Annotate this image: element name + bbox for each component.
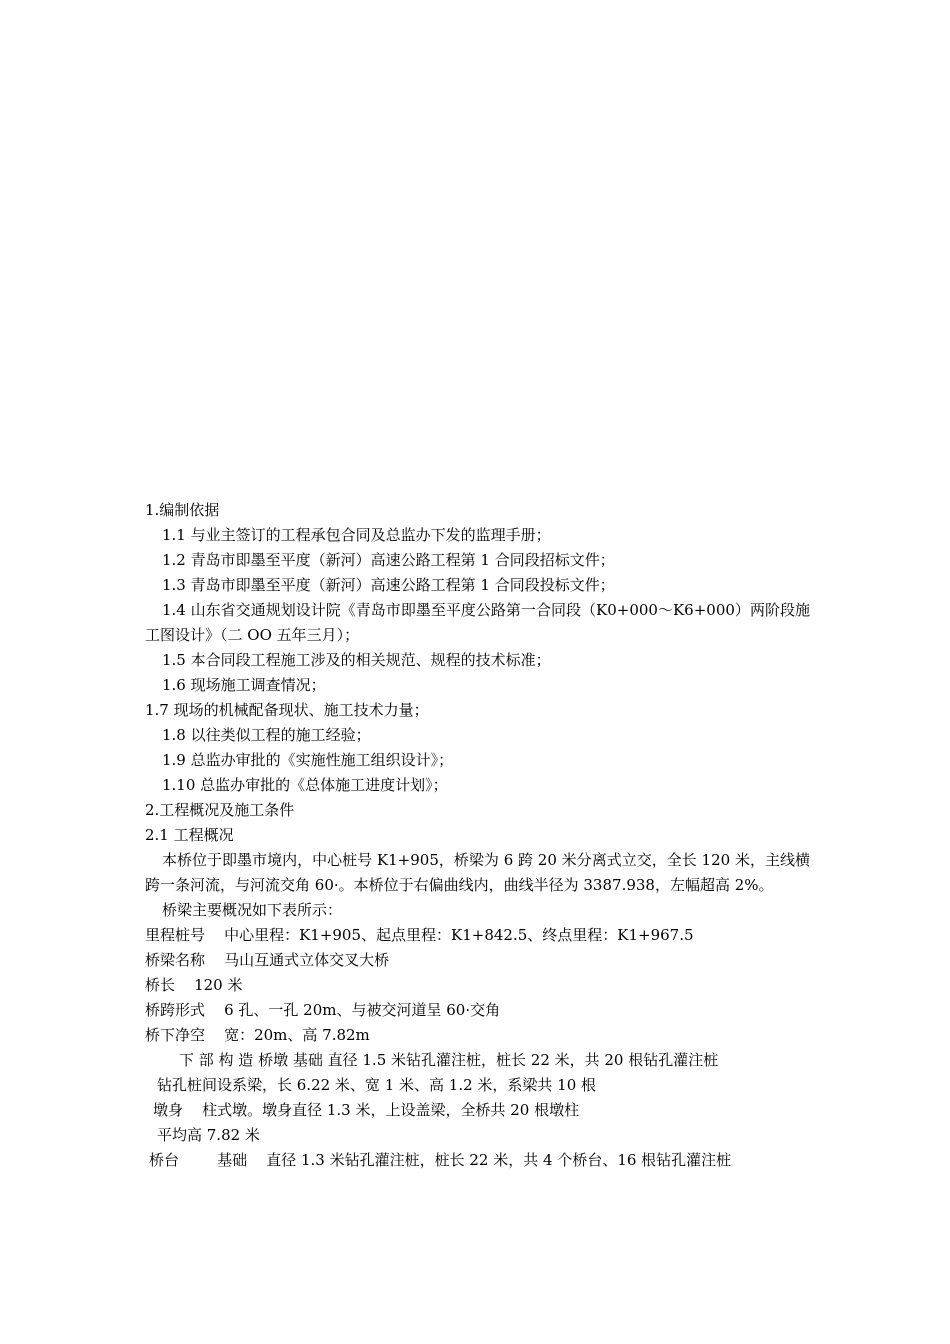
subsection-heading: 2.1 工程概况	[145, 826, 234, 844]
section-heading: 2.工程概况及施工条件	[145, 801, 295, 819]
section-heading: 1.编制依据	[145, 501, 220, 519]
basis-item: 1.9 总监办审批的《实施性施工组织设计》；	[162, 751, 454, 769]
basis-item: 1.10 总监办审批的《总体施工进度计划》；	[162, 776, 448, 794]
table-row-text: 下 部 构 造 桥墩 基础 直径 1.5 米钻孔灌注桩，桩长 22 米，共 20 根钻孔灌注桩	[179, 1051, 719, 1069]
table-row: 钻孔桩间设系梁，长 6.22 米、宽 1 米、高 1.2 米，系梁共 10 根	[157, 1076, 597, 1094]
basis-item: 1.6 现场施工调查情况；	[162, 676, 326, 694]
table-intro: 桥梁主要概况如下表所示：	[162, 901, 343, 919]
table-row	[145, 1048, 810, 1073]
basis-item: 1.2 青岛市即墨至平度（新河）高速公路工程第 1 合同段招标文件；	[162, 551, 615, 569]
basis-item	[145, 598, 810, 648]
basis-item: 1.1 与业主签订的工程承包合同及总监办下发的监理手册；	[162, 526, 551, 544]
basis-item: 1.5 本合同段工程施工涉及的相关规范、规程的技术标准；	[162, 651, 551, 669]
table-row: 里程桩号 中心里程：K1+905、起点里程：K1+842.5、终点里程：K1+967.5	[145, 926, 694, 944]
basis-item: 1.7 现场的机械配备现状、施工技术力量；	[145, 701, 429, 719]
table-row: 平均高 7.82 米	[157, 1126, 260, 1144]
basis-item: 1.3 青岛市即墨至平度（新河）高速公路工程第 1 合同段投标文件；	[162, 576, 615, 594]
table-row: 桥跨形式 6 孔、一孔 20m、与被交河道呈 60·交角	[145, 1001, 501, 1019]
basis-item-text: 1.4 山东省交通规划设计院《青岛市即墨至平度公路第一合同段（K0+000～K6+000）两阶段施工图设计》（二 OO 五年三月）；	[145, 601, 810, 644]
table-row: 桥台 基础 直径 1.3 米钻孔灌注桩，桩长 22 米，共 4 个桥台、16 根钻孔灌注桩	[149, 1151, 732, 1169]
document-body	[145, 498, 810, 1173]
overview-text: 本桥位于即墨市境内，中心桩号 K1+905，桥梁为 6 跨 20 米分离式立交，全长 120 米，主线横跨一条河流，与河流交角 60·。本桥位于右偏曲线内，曲线半径为 3387.938，左幅超高 2%。	[145, 851, 810, 894]
table-row: 桥下净空 宽：20m、高 7.82m	[145, 1026, 370, 1044]
overview-paragraph	[145, 848, 810, 898]
table-row: 桥长 120 米	[145, 976, 243, 994]
basis-item: 1.8 以往类似工程的施工经验；	[162, 726, 371, 744]
table-row: 桥梁名称 马山互通式立体交叉大桥	[145, 951, 390, 969]
table-row: 墩身 柱式墩。墩身直径 1.3 米，上设盖梁，全桥共 20 根墩柱	[153, 1101, 580, 1119]
